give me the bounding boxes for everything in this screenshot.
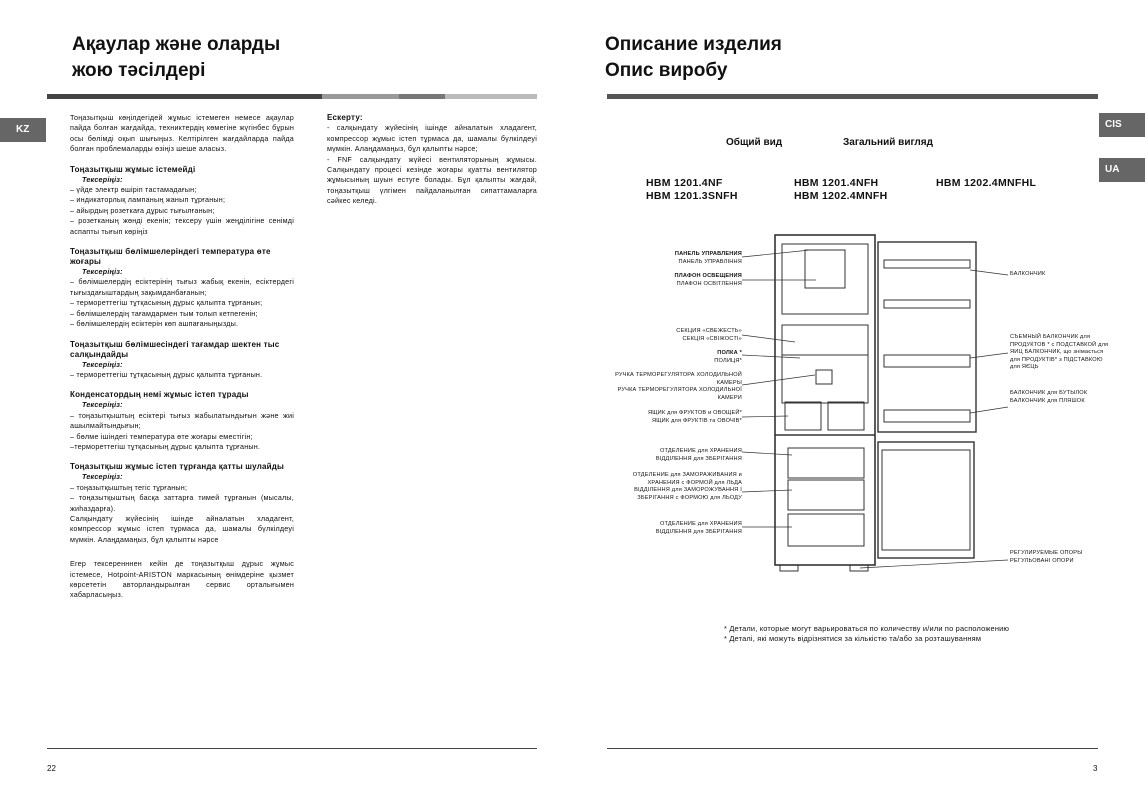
note-item-1: - салқындату жүйесінің ішінде айналатын хладагент, компрессор жұмыс істеп тұрмаса да, шамалы бүлкілдеуі мүмкін. Алаңдамаңыз, бұл қалыпты нәрсе; (327, 123, 537, 154)
check-label: Тексеріңіз: (82, 472, 123, 482)
section-heading: Конденсатордың немі жұмыс істеп тұрады (70, 390, 249, 400)
note-item-2: - FNF салқындату жүйесі вентиляторының жұмысы. Салқындату процесі кезінде жоғары қуатты вентилятор жұмысының шуын естуге болады. Бұл қалыпты жағдай, тоңазытқыш үлгімен пайдаланылған сипаттамаларға сәйкес келеді. (327, 154, 537, 206)
lang-tag-ua: UA (1099, 158, 1145, 182)
label-balcony: БАЛКОНЧИК (1010, 271, 1046, 277)
label-shelf: ПОЛКА * ПОЛИЦЯ* (714, 350, 742, 364)
right-footer-rule (607, 748, 1098, 749)
label-bottle-balcony: БАЛКОНЧИК для БУТЫЛОК БАЛКОНЧИК для ПЛЯШОК (1010, 390, 1088, 404)
troubleshooting-column (70, 113, 294, 601)
check-label: Тексеріңіз: (82, 400, 123, 410)
check-item: – термореттегіш тұтқасының дұрыс қалыпта тұрғанын; (70, 298, 263, 308)
view-label-ru: Общий вид (726, 137, 783, 148)
check-item: – бөлімшелердің есіктерін көп ашпағаныңызды. (70, 319, 239, 329)
check-item: – бөлімшелердің есіктерінің тығыз жабық екенін, есіктердегі тығыздағыштардың зақымданбағанын; (70, 277, 294, 297)
troubleshooting-sections (70, 165, 294, 546)
left-page-number: 22 (47, 764, 56, 773)
check-item: – тоңазытқыштың есіктері тығыз жабылатындығын және жиі ашылмайтындығын; (70, 410, 294, 431)
section-heading: Тоңазытқыш бөлімшесіндегі тағамдар шектен тыс салқындайды (70, 339, 280, 359)
check-item: – айырдың розеткаға дұрыс тығылғанын; (70, 205, 215, 215)
left-header-bar (47, 94, 537, 99)
check-item: –термореттегіш тұтқасының дұрыс қалыпта тұрғанын. (70, 441, 261, 451)
model-list-2: HBM 1201.4NFH HBM 1202.4MNFH (794, 177, 888, 202)
label-light: ПЛАФОН ОСВЕЩЕНИЯ ПЛАФОН ОСВІТЛЕННЯ (674, 273, 742, 287)
closing-text: Егер тексеренннен кейін де тоңазытқыш дұрыс жұмыс істемесе, Hotpoint-ARISTON маркасының өнімдеріне қызмет көрсететін авторландырылған сервис орталығымен хабарласыңыз. (70, 559, 294, 600)
check-item: – розетканың жөнді екенін; тексеру үшін жеңділігіне сенімді аспапты тығып көріңіз (70, 216, 294, 236)
check-item: – индикаторлық лампаның жанып тұрғанын; (70, 195, 226, 205)
check-label: Тексеріңіз: (82, 174, 123, 184)
intro-text: Тоңазытқыш көңілдегідей жұмыс істемеген немесе ақаулар пайда болған жағдайда, техниктердің көмегіне жүгінбес бұрын осы бөлімді оқып шығыңыз. Келтірілген жағдайларда пайда болған проблемаларды өзіңіз шеше аласыз. (70, 113, 294, 154)
model-list-3: HBM 1202.4MNFHL (936, 177, 1037, 189)
check-label: Тексеріңіз: (82, 267, 123, 277)
view-label-ua: Загальний вигляд (843, 137, 933, 148)
lang-tag-cis: CIS (1099, 113, 1145, 137)
note-heading: Ескерту: (327, 113, 363, 122)
footnote: * Детали, которые могут варьироваться по количеству и/или по расположению * Деталі, які можуть відрізнятися за кількістю та/або за розташуванням (724, 624, 1010, 643)
right-page-title: Описание изделия Опис виробу (605, 34, 782, 81)
label-egg-balcony: СЪЕМНЫЙ БАЛКОНЧИК для ПРОДУКТОВ * с ПОДСТАВКОЙ для ЯИЦ БАЛКОНЧИК, що знімається для ПРОДУКТІВ* з ПІДСТАВКОЮ для ЯЄЦЬ (1010, 334, 1109, 371)
label-storage-1: ОТДЕЛЕНИЕ для ХРАНЕНИЯ ВІДДІЛЕННЯ для ЗБЕРІГАННЯ (655, 448, 742, 462)
check-item: – тоңазытқыштың басқа заттарға тимей тұрғанын (мысалы, жиһаздарға). (70, 493, 294, 513)
check-item: – тоңазытқыштың тегіс тұрғанын; (70, 482, 188, 492)
section-heading: Тоңазытқыш жұмыс істемейді (70, 164, 196, 174)
check-item: Салқындату жүйесінің ішінде айналатын хладагент, компрессор жұмыс істеп тұрмаса да, шамалы бүлкілдеуі мүмкін. Алаңдамаңыз, бұл қалыпты нәрсе (70, 513, 294, 544)
model-list-1: HBM 1201.4NF HBM 1201.3SNFH (646, 177, 738, 202)
label-feet: РЕГУЛИРУЕМЫЕ ОПОРЫ РЕГУЛЬОВАНІ ОПОРИ (1010, 550, 1083, 564)
label-storage-2: ОТДЕЛЕНИЕ для ХРАНЕНИЯ ВІДДІЛЕННЯ для ЗБЕРІГАННЯ (655, 521, 742, 535)
note-column (327, 113, 537, 207)
right-page-number: 3 (1093, 764, 1098, 773)
check-item: – бөлімшелердің тағамдармен тым толып кетпегенін; (70, 308, 258, 318)
section-heading: Тоңазытқыш бөлімшелеріндегі температура өте жоғары (70, 247, 271, 267)
check-item: – термореттегіш тұтқасының дұрыс қалыпта тұрғанын. (70, 369, 263, 379)
lang-tag-kz: KZ (0, 118, 46, 142)
label-freezing: ОТДЕЛЕНИЕ для ЗАМОРАЖИВАНИЯ и ХРАНЕНИЯ с ФОРМОЙ для ЛЬДА ВІДДІЛЕННЯ для ЗАМОРОЖУВАННЯ І ЗБЕРІГАННЯ с ФОРМОЮ для ЛЬОДУ (632, 472, 742, 501)
label-crisper: ЯЩИК для ФРУКТОВ и ОВОЩЕЙ* ЯЩИК для ФРУКТІВ та ОВОЧІВ* (647, 410, 742, 424)
check-label: Тексеріңіз: (82, 359, 123, 369)
label-control-panel: ПАНЕЛЬ УПРАВЛЕНИЯ ПАНЕЛЬ УПРАВЛІННЯ (674, 251, 742, 265)
right-header-bar (607, 94, 1098, 99)
section-heading: Тоңазытқыш жұмыс істеп тұрғанда қатты шулайды (70, 462, 285, 472)
left-page-title: Ақаулар және оларды жою тәсілдері (72, 34, 281, 81)
label-fresh-section: СЕКЦИЯ «СВЕЖЕСТЬ» СЕКЦІЯ «СВІЖОСТІ» (676, 328, 742, 342)
check-item: – бөлме ішіндегі температура өте жоғары еместігін; (70, 431, 253, 441)
check-item: – үйде электр өшіріп тастамадағын; (70, 185, 197, 195)
left-footer-rule (47, 748, 537, 749)
label-thermostat: РУЧКА ТЕРМОРЕГУЛЯТОРА ХОЛОДИЛЬНОЙ КАМЕРЫ РУЧКА ТЕРМОРЕГУЛЯТОРА ХОЛОДИЛЬНОЇ КАМЕРИ (615, 372, 742, 401)
